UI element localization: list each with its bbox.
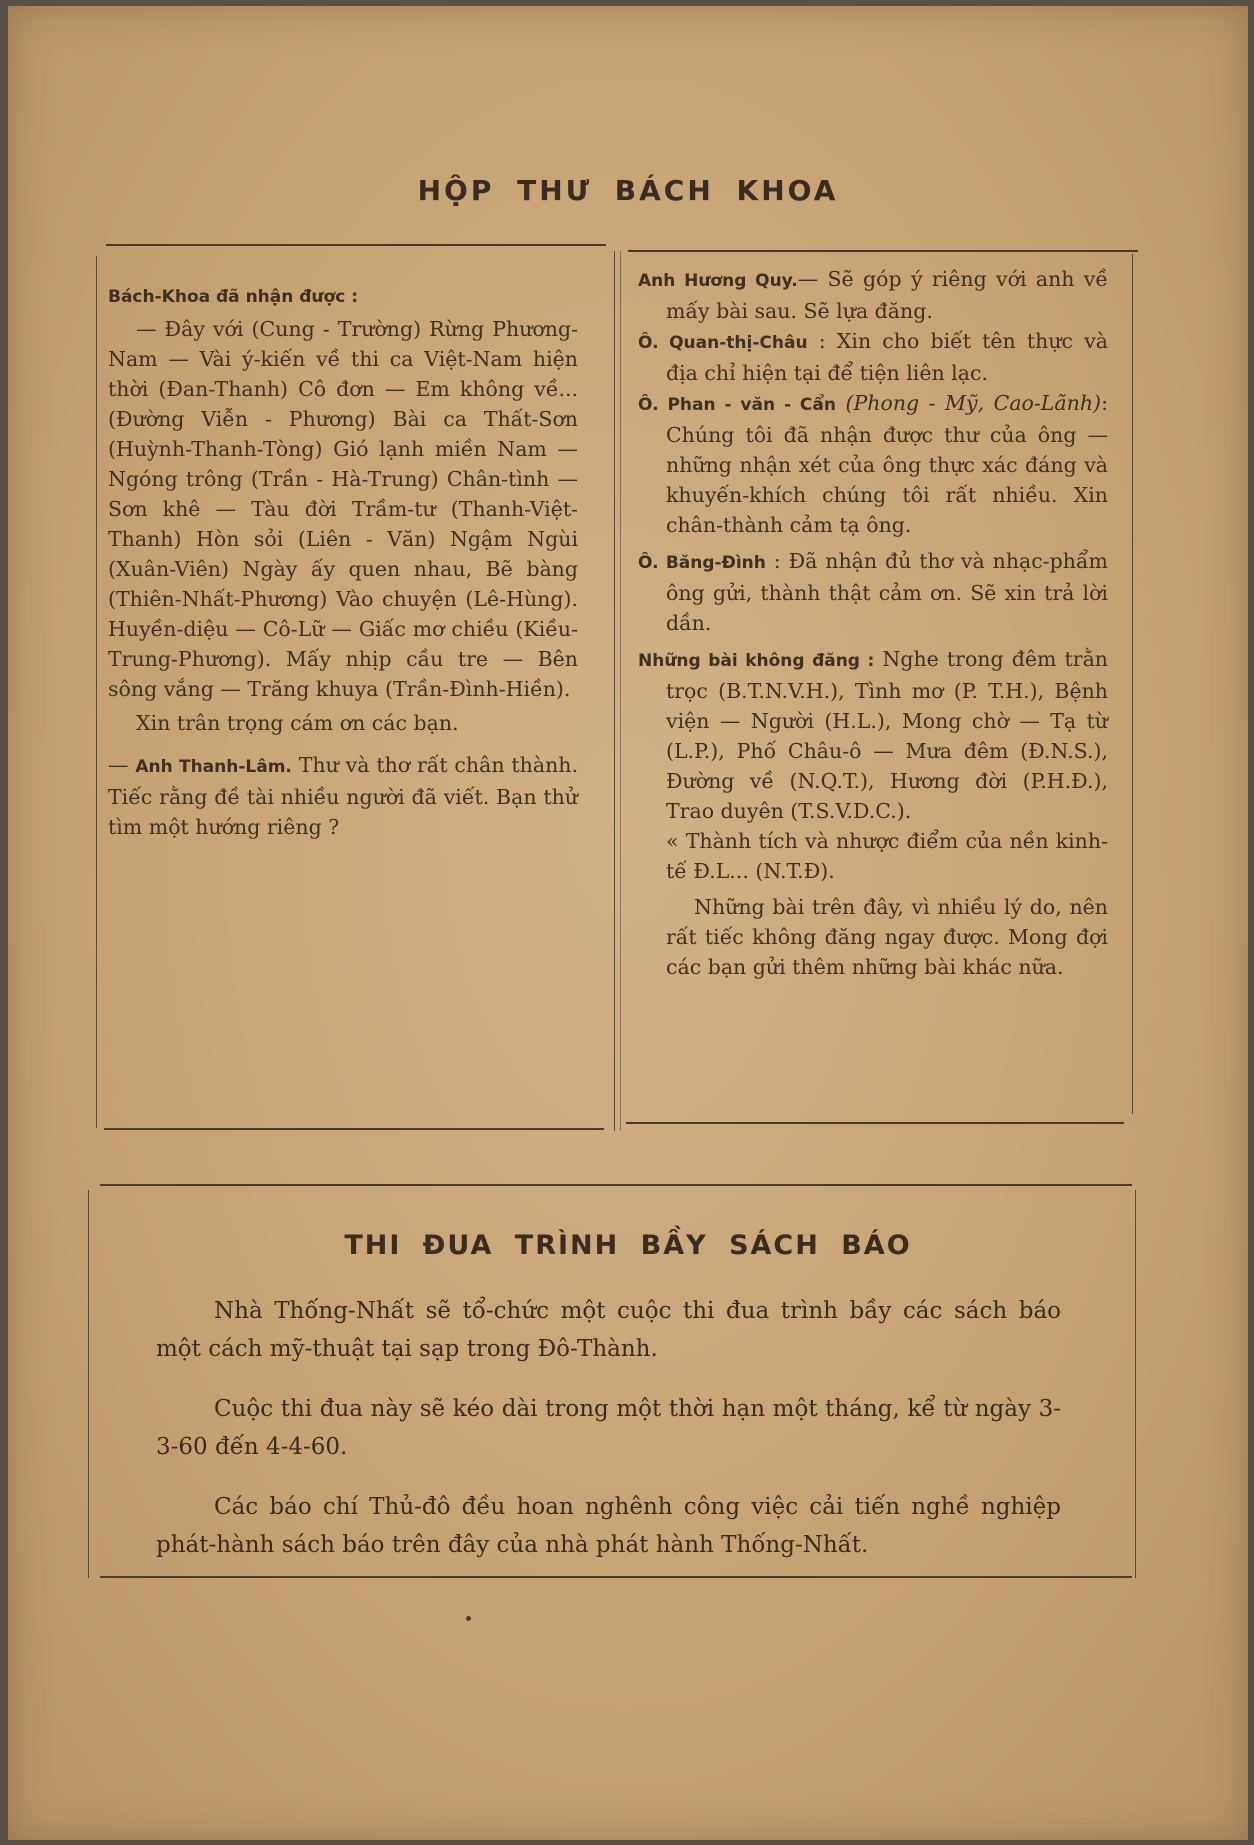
- page-dot: [466, 1616, 471, 1621]
- right-column: [638, 264, 1108, 982]
- column-divider: [614, 251, 615, 1131]
- magazine-page: [8, 6, 1248, 1840]
- contest-paragraph-2: Cuộc thi đua này sẽ kéo dài trong một thời hạn một tháng, kể từ ngày 3-3-60 đến 4-4-60.: [156, 1396, 1061, 1460]
- left-column-border: [96, 256, 97, 1128]
- reply-quan-thi-chau-name: Quan-thị-Châu: [669, 333, 808, 353]
- contest-paragraph-1: Nhà Thống-Nhất sẽ tổ-chức một cuộc thi đua trình bầy các sách báo một cách mỹ-thuật tại sạp trong Đô-Thành.: [156, 1298, 1061, 1362]
- reply-huong-quy-name: Anh Hương Quy.: [638, 271, 798, 291]
- reply-phan-van-can-name: Phan - văn - Cẩn: [667, 395, 836, 415]
- right-column-border: [1132, 254, 1133, 1114]
- mailbox-title: HỘP THƯ BÁCH KHOA: [417, 174, 839, 207]
- closing-note: Những bài trên đây, vì nhiều lý do, nên rất tiếc không đăng ngay được. Mong đợi các bạn gửi thêm những bài khác nữa.: [666, 895, 1108, 979]
- reply-thanh-lam-text: Thư và thơ rất chân thành. Tiếc rằng đề tài nhiều người đã viết. Bạn thử tìm một hướng riêng ?: [108, 753, 578, 839]
- reply-huong-quy: [638, 264, 1108, 326]
- reply-quan-thi-chau-text: : Xin cho biết tên thực và địa chỉ hiện tại để tiện liên lạc.: [666, 329, 1108, 385]
- contest-title: THI ĐUA TRÌNH BẦY SÁCH BÁO: [344, 1230, 912, 1261]
- left-column-top-rule: [106, 244, 606, 246]
- column-divider-inner: [620, 251, 621, 1131]
- contest-bottom-rule: [100, 1576, 1132, 1578]
- reply-thanh-lam: — Anh Thanh-Lâm. Thư và thơ rất chân thành. Tiếc rằng đề tài nhiều người đã viết. Bạn thử tìm một hướng riêng ?: [108, 753, 578, 839]
- not-published-list: Những bài không đăng : Nghe trong đêm trằn trọc (B.T.N.V.H.), Tình mơ (P. T.H.), Bệnh viện — Người (H.L.), Mong chờ — Tạ từ (L.P.), Phố Châu-ô — Mưa đêm (Đ.N.S.), Đường về (N.Q.T.), Hương đời (P.H.Đ.), Trao duyên (T.S.V.D.C.).: [638, 647, 1108, 823]
- contest-notice: [156, 1292, 1061, 1586]
- received-heading: Bách-Khoa đã nhận được :: [108, 287, 359, 307]
- reply-bang-dinh: Ô. Băng-Đình : Đã nhận đủ thơ và nhạc-phẩm ông gửi, thành thật cảm ơn. Sẽ xin trả lời dần.: [638, 549, 1108, 635]
- reply-phan-van-can-place: (Phong - Mỹ, Cao-Lãnh): [835, 391, 1102, 415]
- reply-phan-van-can-text: : Chúng tôi đã nhận được thư của ông — những nhận xét của ông thực xác đáng và khuyến-khích chúng tôi rất nhiều. Xin chân-thành cảm tạ ông.: [666, 391, 1108, 537]
- reply-bang-dinh-text: : Đã nhận đủ thơ và nhạc-phẩm ông gửi, thành thật cảm ơn. Sẽ xin trả lời dần.: [666, 549, 1108, 635]
- reply-quan-thi-chau: Ô. Quan-thị-Châu : Xin cho biết tên thực và địa chỉ hiện tại để tiện liên lạc.: [638, 329, 1108, 385]
- not-published-extra: « Thành tích và nhược điểm của nền kinh-tế Đ.L... (N.T.Đ).: [666, 829, 1108, 883]
- reply-phan-van-can: Ô. Phan - văn - Cẩn (Phong - Mỹ, Cao-Lãnh): Chúng tôi đã nhận được thư của ông — những nhận xét của ông thực xác đáng và khuyến-khích chúng tôi rất nhiều. Xin chân-thành cảm tạ ông.: [638, 391, 1108, 537]
- thanks-line: Xin trân trọng cám ơn các bạn.: [136, 711, 459, 735]
- reply-huong-quy-text: — Sẽ góp ý riêng với anh về mấy bài sau. Sẽ lựa đăng.: [666, 267, 1109, 323]
- right-column-bottom-rule: [626, 1122, 1124, 1124]
- contest-top-rule: [100, 1184, 1132, 1186]
- left-column-bottom-rule: [104, 1128, 604, 1130]
- right-column-top-rule: [628, 250, 1138, 252]
- received-list: — Đây với (Cung - Trường) Rừng Phương-Nam — Vài ý-kiến về thi ca Việt-Nam hiện thời (Đan-Thanh) Cô đơn — Em không về... (Đường Viễn - Phương) Bài ca Thất-Sơn (Huỳnh-Thanh-Tòng) Gió lạnh miền Nam — Ngóng trông (Trần - Hà-Trung) Chân-tình — Sơn khê — Tàu đời Trầm-tư (Thanh-Việt-Thanh) Hòn sỏi (Liên - Văn) Ngậm Ngùi (Xuân-Viên) Ngày ấy quen nhau, Bẽ bàng (Thiên-Nhất-Phương) Vào chuyện (Lê-Hùng). Huyền-diệu — Cô-Lữ — Giấc mơ chiều (Kiều-Trung-Phương). Mấy nhịp cầu tre — Bên sông vắng — Trăng khuya (Trần-Đình-Hiền).: [108, 317, 578, 701]
- reply-thanh-lam-name: Anh Thanh-Lâm.: [135, 757, 292, 777]
- left-column: [108, 280, 578, 842]
- reply-bang-dinh-name: Băng-Đình: [665, 553, 766, 573]
- contest-paragraph-3: Các báo chí Thủ-đô đều hoan nghênh công việc cải tiến nghề nghiệp phát-hành sách báo trên đây của nhà phát hành Thống-Nhất.: [156, 1494, 1061, 1558]
- not-published-heading: Những bài không đăng :: [638, 651, 875, 671]
